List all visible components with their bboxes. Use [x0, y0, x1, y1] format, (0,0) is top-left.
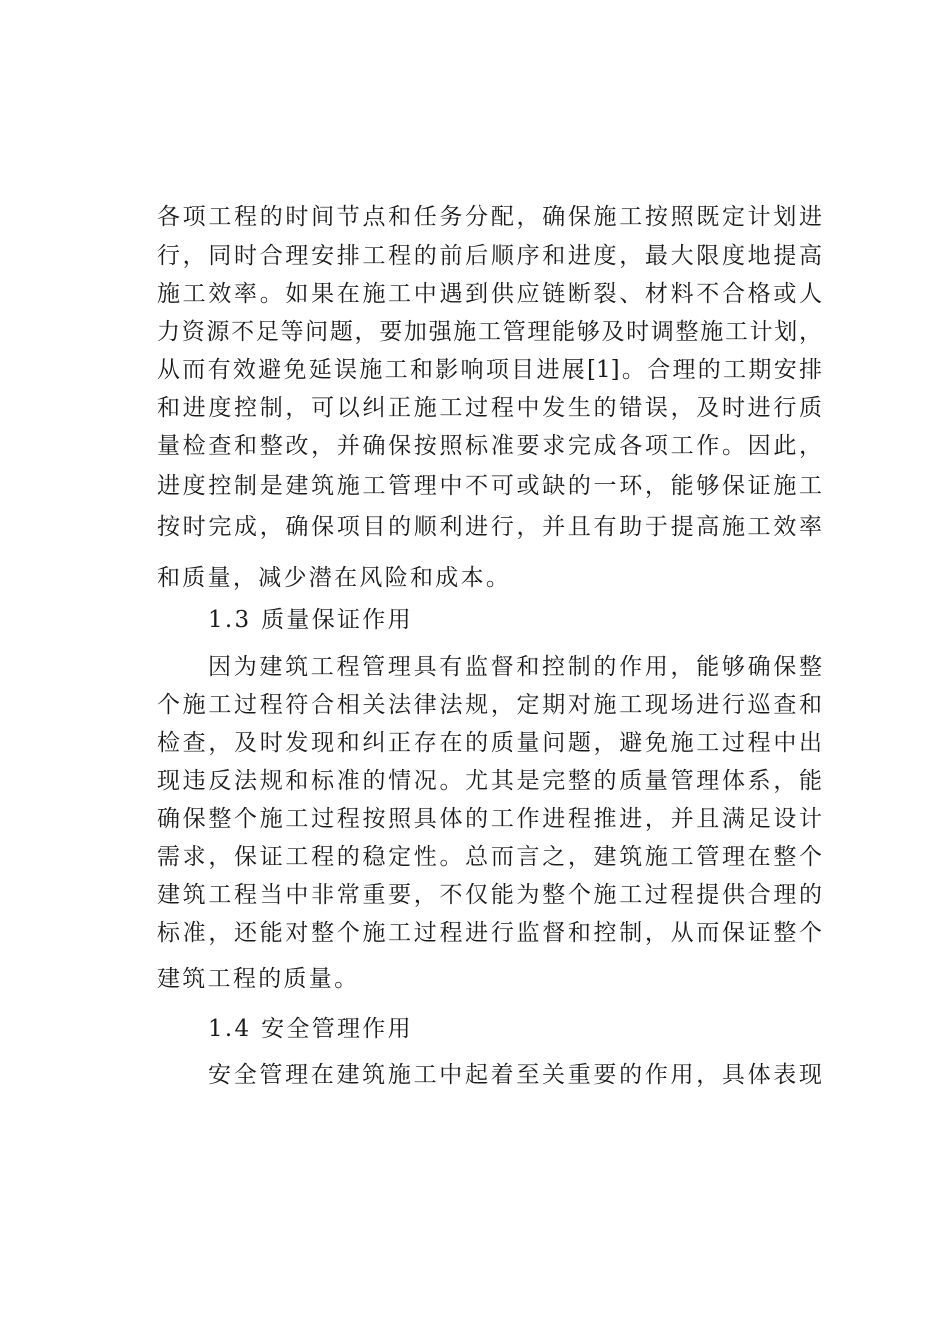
body-text-line: 行，同时合理安排工程的前后顺序和进度，最大限度地提高	[157, 243, 822, 269]
body-text-line: 按时完成，确保项目的顺利进行，并且有助于提高施工效率	[157, 514, 822, 540]
body-text-line: 从而有效避免延误施工和影响项目进展[1]。合理的工期安排	[157, 357, 822, 383]
body-text-line: 因为建筑工程管理具有监督和控制的作用，能够确保整	[208, 654, 822, 680]
section-heading: 1.4 安全管理作用	[208, 1016, 413, 1042]
body-text-line: 标准，还能对整个施工过程进行监督和控制，从而保证整个	[157, 920, 822, 946]
body-text-line: 确保整个施工过程按照具体的工作进程推进，并且满足设计	[157, 806, 822, 832]
body-text-line: 检查，及时发现和纠正存在的质量问题，避免施工过程中出	[157, 730, 822, 756]
body-text-line: 各项工程的时间节点和任务分配，确保施工按照既定计划进	[157, 204, 822, 230]
body-text-line: 和进度控制，可以纠正施工过程中发生的错误，及时进行质	[157, 395, 822, 421]
body-text-line: 施工效率。如果在施工中遇到供应链断裂、材料不合格或人	[157, 281, 822, 307]
body-text-line: 和质量，减少潜在风险和成本。	[157, 565, 512, 591]
body-text-line: 建筑工程的质量。	[157, 966, 360, 992]
body-text-line: 个施工过程符合相关法律法规，定期对施工现场进行巡查和	[157, 692, 822, 718]
body-text-line: 力资源不足等问题，要加强施工管理能够及时调整施工计划，	[157, 319, 822, 345]
body-text-line: 量检查和整改，并确保按照标准要求完成各项工作。因此，	[157, 433, 822, 459]
section-heading: 1.3 质量保证作用	[208, 607, 413, 633]
body-text-line: 需求，保证工程的稳定性。总而言之，建筑施工管理在整个	[157, 844, 822, 870]
body-text-line: 现违反法规和标准的情况。尤其是完整的质量管理体系，能	[157, 768, 822, 794]
body-text-line: 建筑工程当中非常重要，不仅能为整个施工过程提供合理的	[157, 882, 822, 908]
body-text-line: 安全管理在建筑施工中起着至关重要的作用，具体表现	[208, 1062, 822, 1088]
body-text-line: 进度控制是建筑施工管理中不可或缺的一环，能够保证施工	[157, 473, 822, 499]
